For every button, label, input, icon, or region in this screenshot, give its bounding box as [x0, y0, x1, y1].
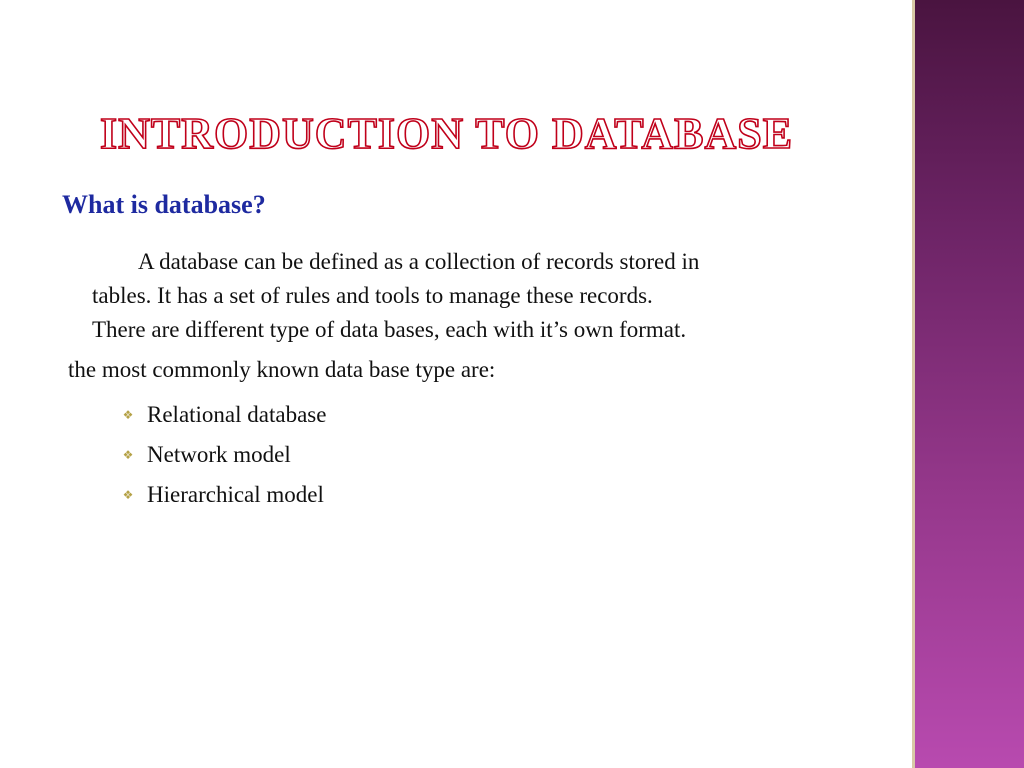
database-types-list — [120, 395, 326, 515]
paragraph-line: tables. It has a set of rules and tools to manage these records. — [92, 283, 653, 308]
list-item-label: Relational database — [147, 402, 327, 427]
paragraph-line: There are different type of data bases, each with it’s own format. — [92, 317, 687, 342]
list-item-label: Hierarchical model — [147, 482, 324, 507]
diamond-bullet-icon: ❖ — [122, 408, 134, 422]
list-intro: the most commonly known data base type are: — [68, 357, 496, 382]
slide-title: INTRODUCTION TO DATABASE — [100, 109, 794, 158]
diamond-bullet-icon: ❖ — [122, 488, 134, 502]
list-item — [120, 395, 326, 435]
decorative-side-bar — [912, 0, 1024, 768]
subheading: What is database? — [62, 190, 266, 219]
diamond-bullet-icon: ❖ — [122, 448, 134, 462]
side-bar-border — [912, 0, 915, 768]
list-item-label: Network model — [147, 442, 291, 467]
paragraph-line: A database can be defined as a collection of records stored in — [138, 249, 700, 274]
list-item — [120, 435, 326, 475]
list-item — [120, 475, 326, 515]
definition-paragraph — [92, 245, 852, 347]
